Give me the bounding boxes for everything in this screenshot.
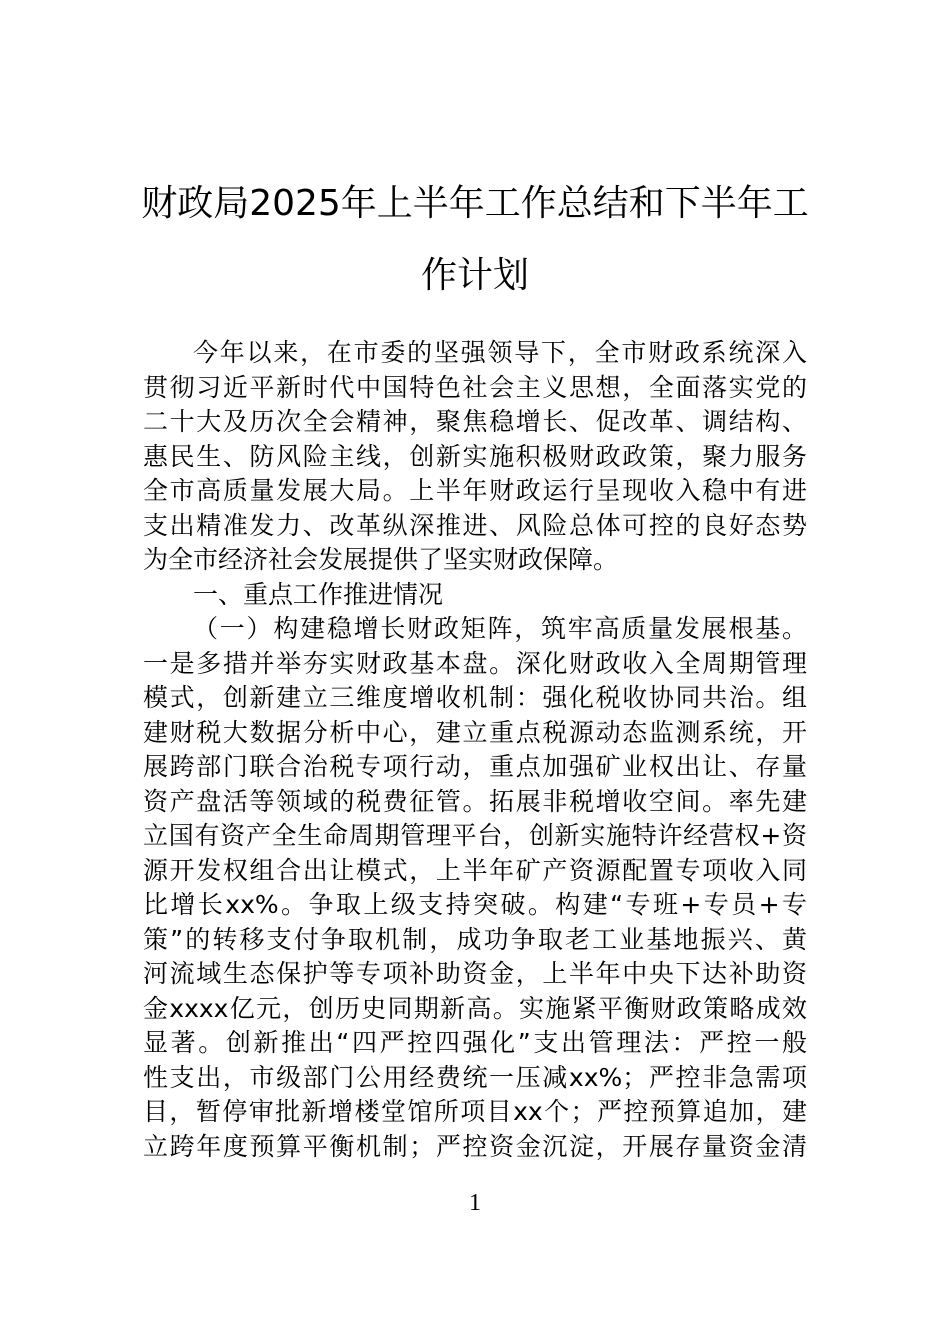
- body-line: 性支出，市级部门公用经费统一压减xx%；严控非急需项: [143, 1062, 807, 1092]
- title-line: 作计划: [420, 255, 529, 296]
- body-line: 比增长xx%。争取上级支持突破。构建“专班+专员+专: [143, 890, 807, 919]
- body-line: 贯彻习近平新时代中国特色社会主义思想，全面落实党的: [143, 372, 807, 402]
- page-number: 1: [469, 1190, 481, 1216]
- body-line: 显著。创新推出“四严控四强化”支出管理法：严控一般: [143, 1028, 807, 1057]
- body-line: 金xxxx亿元，创历史同期新高。实施紧平衡财政策略成效: [143, 993, 807, 1023]
- body-line: 惠民生、防风险主线，创新实施积极财政政策，聚力服务: [143, 441, 807, 471]
- body-line: 全市高质量发展大局。上半年财政运行呈现收入稳中有进: [143, 476, 807, 505]
- document-body: [143, 336, 807, 1164]
- body-line: 今年以来，在市委的坚强领导下，全市财政系统深入: [193, 338, 807, 367]
- body-line: 立国有资产全生命周期管理平台，创新实施特许经营权+资: [143, 821, 807, 850]
- body-line: 河流域生态保护等专项补助资金，上半年中央下达补助资: [143, 959, 807, 988]
- body-line: 展跨部门联合治税专项行动，重点加强矿业权出让、存量: [143, 752, 807, 781]
- title-line: 财政局2025年上半年工作总结和下半年工: [141, 183, 809, 224]
- body-line: 模式，创新建立三维度增收机制：强化税收协同共治。组: [143, 683, 807, 712]
- body-line: 策”的转移支付争取机制，成功争取老工业基地振兴、黄: [143, 924, 807, 954]
- body-line: 建财税大数据分析中心，建立重点税源动态监测系统，开: [143, 717, 807, 747]
- body-line: 为全市经济社会发展提供了坚实财政保障。: [143, 545, 619, 574]
- body-line: 二十大及历次全会精神，聚焦稳增长、促改革、调结构、: [143, 407, 807, 436]
- body-line: 源开发权组合出让模式，上半年矿产资源配置专项收入同: [143, 855, 807, 885]
- body-line: 支出精准发力、改革纵深推进、风险总体可控的良好态势: [143, 510, 807, 540]
- body-line: 目，暂停审批新增楼堂馆所项目xx个；严控预算追加，建: [143, 1097, 807, 1126]
- document-title: [120, 168, 830, 312]
- body-line: 资产盘活等领域的税费征管。拓展非税增收空间。率先建: [143, 786, 807, 816]
- body-line: 一、重点工作推进情况: [193, 579, 444, 609]
- body-line: 一是多措并举夯实财政基本盘。深化财政收入全周期管理: [143, 648, 807, 678]
- body-line: （一）构建稳增长财政矩阵，筑牢高质量发展根基。: [193, 614, 807, 643]
- body-line: 立跨年度预算平衡机制；严控资金沉淀，开展存量资金清: [143, 1131, 807, 1161]
